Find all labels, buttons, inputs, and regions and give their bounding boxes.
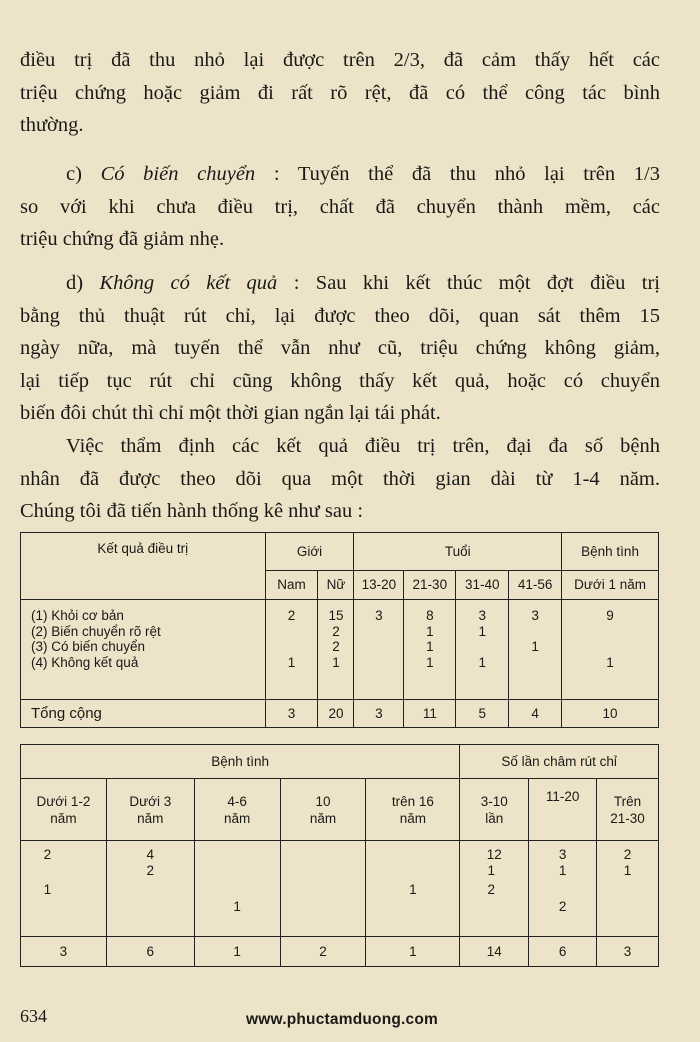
- subheader-age-13-20: 13-20: [354, 570, 404, 599]
- text-line: [20, 267, 660, 300]
- cell: 1: [531, 639, 539, 655]
- subheader-over-21-30: [597, 779, 659, 841]
- text-line: [20, 158, 660, 191]
- col-under-3-years: [106, 841, 194, 937]
- paragraph-1: [20, 44, 660, 142]
- cell: 2: [43, 847, 52, 862]
- total-cell: 5: [456, 699, 509, 727]
- total-row: [21, 937, 659, 967]
- table-row: [21, 600, 659, 700]
- subheader-line: năm: [309, 810, 337, 826]
- text-line: so với khi chưa điều trị, chất đã chuyển thành mềm, các: [20, 195, 660, 218]
- cell: 3: [375, 608, 383, 624]
- subheader-line: năm: [399, 810, 426, 826]
- text-line: điều trị đã thu nhỏ lại được trên 2/3, đã cảm thấy hết các: [20, 49, 660, 71]
- cell: 1: [426, 639, 434, 655]
- cell: [354, 624, 403, 640]
- cell: [456, 639, 508, 655]
- total-cell: 10: [562, 699, 659, 727]
- col-male: [265, 600, 318, 700]
- subheader-female: Nữ: [318, 570, 354, 599]
- subheader-line: 11-20: [545, 789, 580, 804]
- item-text: : Tuyến thể đã thu nhỏ lại trên 1/3: [255, 163, 660, 185]
- cell: 1: [409, 882, 417, 897]
- header-count: Số lần châm rút chỉ: [460, 745, 659, 779]
- header-age: Tuổi: [354, 533, 562, 571]
- subheader-age-41-56: 41-56: [509, 570, 562, 599]
- cell: 15: [328, 608, 344, 624]
- row-labels: [21, 600, 266, 700]
- total-cell: 6: [529, 937, 597, 967]
- text-line: thường.: [20, 114, 84, 136]
- website-url[interactable]: www.phuctamduong.com: [246, 1011, 439, 1028]
- cell: [266, 624, 318, 640]
- row-label: (4) Không kết quả: [31, 654, 139, 670]
- subheader-line: năm: [50, 810, 77, 826]
- item-text: : Sau khi kết thúc một đợt điều trị: [277, 272, 660, 294]
- subheader-3-10-times: [460, 779, 529, 841]
- subheader-line: Trên: [613, 793, 642, 809]
- cell: 8: [426, 608, 434, 624]
- paragraph-4: [20, 430, 660, 528]
- item-label: c): [66, 163, 101, 185]
- subheader-line: lần: [485, 810, 504, 826]
- total-cell: 2: [280, 937, 366, 967]
- header-illness: Bệnh tình: [21, 745, 460, 779]
- cell: [266, 639, 318, 655]
- col-age-21-30: [404, 600, 456, 700]
- cell: 1: [287, 654, 296, 670]
- cell: [509, 655, 561, 671]
- cell: 2: [332, 623, 340, 639]
- table-row: [21, 841, 659, 937]
- item-label: d): [66, 272, 100, 294]
- total-label: Tổng cộng: [21, 699, 266, 727]
- text-line: Chúng tôi đã tiến hành thống kê như sau :: [20, 500, 364, 522]
- col-over-16-years: [366, 841, 460, 937]
- page-number: 634: [20, 1006, 47, 1026]
- cell: [562, 624, 658, 640]
- subheader-10-years: [280, 779, 366, 841]
- row-label: (2) Biến chuyển rõ rệt: [31, 623, 161, 639]
- total-cell: 14: [460, 937, 529, 967]
- cell: 3: [558, 847, 567, 862]
- cell: 2: [487, 882, 495, 897]
- subheader-11-20-times: [529, 779, 597, 841]
- total-cell: 3: [265, 699, 318, 727]
- text-line: ngày nữa, mà tuyến thể vẫn như cũ, triệu chứng không giảm,: [20, 337, 660, 359]
- text-line: lại tiếp tục rút chỉ cũng không thấy kết quả, hoặc có chuyển: [20, 369, 660, 392]
- subheader-line: 3-10: [480, 793, 508, 809]
- cell: 1: [426, 623, 434, 639]
- cell: 1: [478, 654, 486, 670]
- text-line: nhân đã được theo dõi qua một thời gian dài từ 1-4 năm.: [20, 467, 660, 490]
- col-age-13-20: [354, 600, 404, 700]
- col-10-years: [280, 841, 366, 937]
- text-line: triệu chứng hoặc giảm đi rất rõ rệt, đã có thể công tác bình: [20, 81, 660, 104]
- text-line: biến đôi chút thì chỉ một thời gian ngắn lại tái phát.: [20, 402, 441, 424]
- header-result: Kết quả điều trị: [21, 533, 266, 600]
- subheader-under-3-years: [106, 779, 194, 841]
- total-cell: 1: [366, 937, 460, 967]
- col-over-21-30: [597, 841, 659, 937]
- subheader-line: trên 16: [391, 793, 434, 809]
- cell: 1: [233, 899, 241, 914]
- cell: 9: [606, 608, 614, 624]
- text-line: Việc thẩm định các kết quả điều trị trên, đại đa số bệnh: [66, 435, 660, 457]
- subheader-age-21-30: 21-30: [404, 570, 456, 599]
- cell: 2: [287, 608, 296, 624]
- col-age-41-56: [509, 600, 562, 700]
- total-cell: 3: [21, 937, 107, 967]
- subheader-male: Nam: [265, 570, 318, 599]
- cell: 1: [487, 863, 495, 878]
- cell: 1: [623, 863, 632, 878]
- header-gender: Giới: [265, 533, 354, 571]
- row-label: (1) Khỏi cơ bản: [31, 608, 124, 624]
- total-cell: 11: [404, 699, 456, 727]
- total-cell: 3: [597, 937, 659, 967]
- subheader-under-1-year: Dưới 1 năm: [562, 570, 659, 599]
- subheader-4-6-years: [194, 779, 280, 841]
- subheader-under-1-2-years: [21, 779, 107, 841]
- cell: 1: [43, 882, 52, 897]
- treatment-count-table: [20, 744, 659, 967]
- subheader-line: Dưới 1-2: [36, 793, 91, 809]
- cell: [562, 639, 658, 655]
- cell: 4: [146, 847, 155, 862]
- paragraph-2: [20, 158, 660, 256]
- cell: 1: [558, 863, 567, 878]
- cell: 1: [426, 654, 434, 670]
- cell: [354, 655, 403, 671]
- paragraph-3: [20, 267, 660, 430]
- results-table: [20, 532, 659, 728]
- col-11-20-times: [529, 841, 597, 937]
- total-cell: 20: [318, 699, 354, 727]
- total-cell: 4: [509, 699, 562, 727]
- cell: 2: [558, 899, 567, 914]
- col-age-31-40: [456, 600, 509, 700]
- col-under-1-2-years: [21, 841, 107, 937]
- col-4-6-years: [194, 841, 280, 937]
- col-3-10-times: [460, 841, 529, 937]
- subheader-line: 10: [315, 793, 331, 809]
- col-under-1-year: [562, 600, 659, 700]
- item-term: Không có kết quả: [99, 272, 278, 294]
- cell: 1: [606, 654, 614, 670]
- cell: 2: [146, 863, 155, 878]
- subheader-line: 4-6: [227, 793, 247, 809]
- text-line: triệu chứng đã giảm nhẹ.: [20, 228, 225, 250]
- total-row: [21, 699, 659, 727]
- cell: 3: [478, 608, 486, 624]
- text-line: bằng thủ thuật rút chỉ, lại được theo dõi, quan sát thêm 15: [20, 304, 660, 327]
- subheader-line: năm: [137, 810, 164, 826]
- cell: 1: [478, 623, 486, 639]
- item-term: Có biến chuyển: [100, 163, 256, 185]
- subheader-line: Dưới 3: [129, 793, 172, 809]
- cell: 12: [486, 847, 502, 862]
- cell: 2: [332, 639, 340, 655]
- header-illness: Bệnh tình: [562, 533, 659, 571]
- total-cell: 1: [194, 937, 280, 967]
- cell: 3: [531, 608, 539, 624]
- total-cell: 3: [354, 699, 404, 727]
- subheader-line: 21-30: [610, 810, 645, 826]
- col-female: [318, 600, 354, 700]
- subheader-line: năm: [224, 810, 251, 826]
- cell: 2: [623, 847, 632, 862]
- total-cell: 6: [106, 937, 194, 967]
- subheader-age-31-40: 31-40: [456, 570, 509, 599]
- cell: [509, 624, 561, 640]
- cell: 1: [332, 654, 340, 670]
- subheader-over-16-years: [366, 779, 460, 841]
- row-label: (3) Có biến chuyển: [31, 639, 146, 655]
- cell: [354, 639, 403, 655]
